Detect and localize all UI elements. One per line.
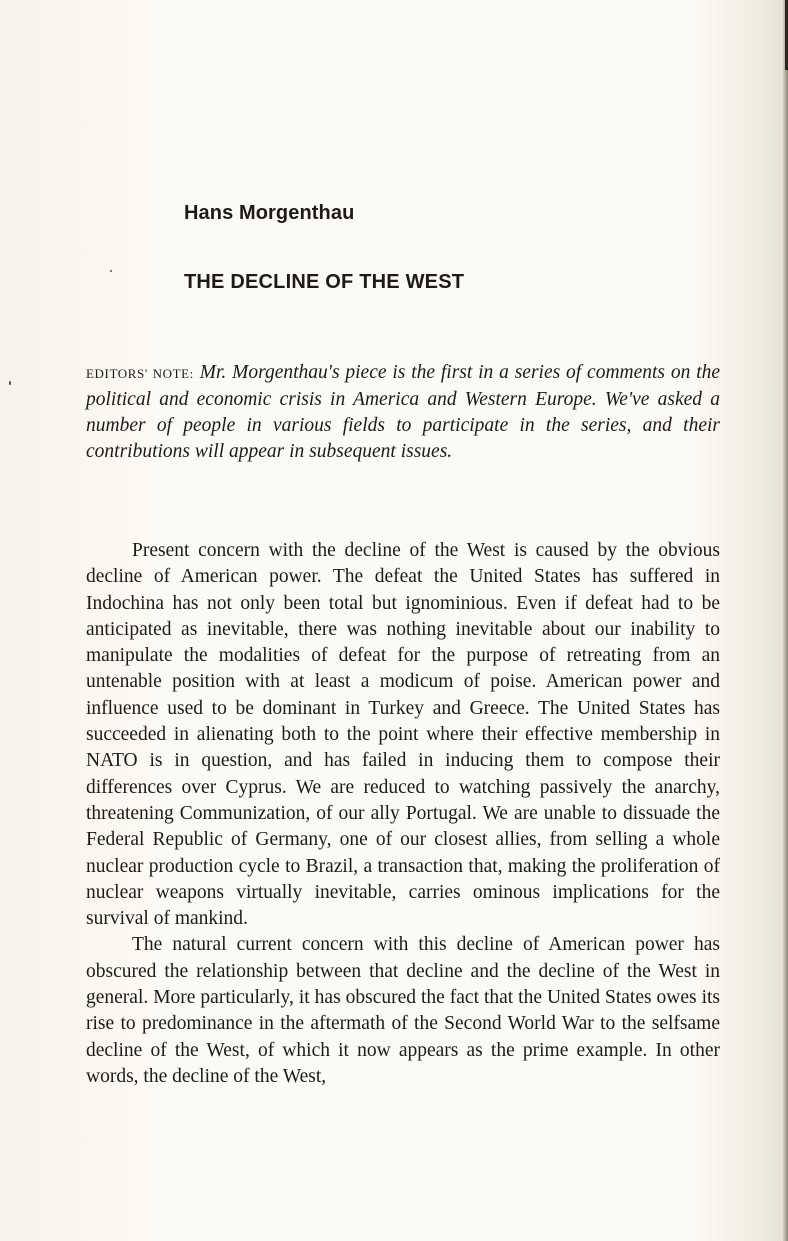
editors-note-text: Mr. Morgenthau's piece is the first in a series of comments on the political and economic crisis in America and Western Europe. We've asked a number of people in various fields to participate in the series, and their contributions will appear in subsequent issues. (86, 362, 721, 462)
body-paragraph-1: Present concern with the decline of the West is caused by the obvious decline of American power. The defeat the United States has suffered in Indochina has not only been total but ignominious. Even if defeat had to be anticipated as inevitable, there was nothing inevitable about our inability to manipulate the modalities of defeat for the purpose of retreating from an untenable position with at least a modicum of poise. American power and influence used to be dominant in Turkey and Greece. The United States has succeeded in alienating both to the point where their effective membership in NATO is in question, and has failed in inducing them to compose their differences over Cyprus. We are reduced to watching passively the anarchy, threatening Communization, of our ally Portugal. We are unable to dissuade the Federal Republic of Germany, one of our closest allies, from selling a whole nuclear production cycle to Brazil, a transaction that, making the proliferation of nuclear weapons virtually inevitable, carries ominous implications for the survival of mankind. (86, 540, 720, 930)
article-body (86, 538, 720, 1090)
body-paragraph-2: The natural current concern with this decline of American power has obscured the relationship between that decline and the decline of the West in general. More particularly, it has obscured the fact that the United States owes its rise to predominance in the aftermath of the Second World War to the selfsame decline of the West, of which it now appears as the prime example. In other words, the decline of the West, (86, 934, 720, 1087)
print-speck (9, 381, 11, 385)
author-name: Hans Morgenthau (184, 202, 355, 224)
article-title: THE DECLINE OF THE WEST (184, 271, 465, 293)
print-speck (110, 270, 112, 272)
editors-note (86, 360, 720, 465)
book-spine-shadow (783, 0, 788, 1241)
editors-note-label: EDITORS' NOTE: (86, 366, 194, 381)
